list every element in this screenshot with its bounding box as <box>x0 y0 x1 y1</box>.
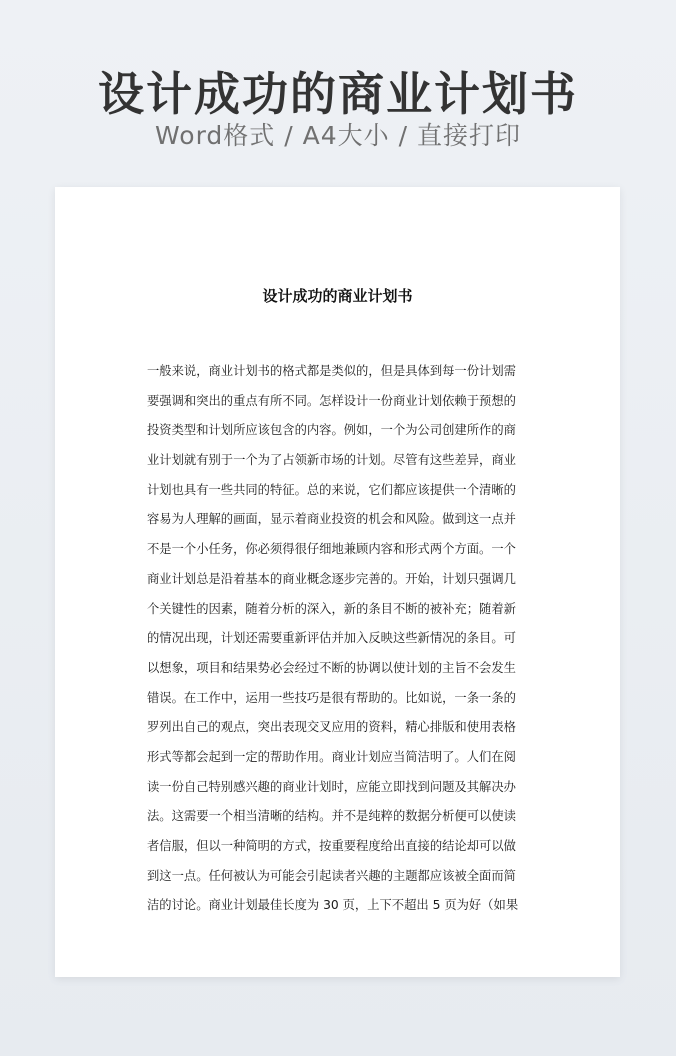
body-line: 不是一个小任务，你必须得很仔细地兼顾内容和形式两个方面。一个 <box>147 542 516 557</box>
body-line: 者信服，但以一种简明的方式，按重要程度给出直接的结论却可以做 <box>147 839 516 853</box>
body-line: 错误。在工作中，运用一些技巧是很有帮助的。比如说，一条一条的 <box>147 690 516 705</box>
body-line: 到这一点。任何被认为可能会引起读者兴趣的主题都应该被全面而简 <box>147 868 516 883</box>
document-title: 设计成功的商业计划书 <box>262 287 413 305</box>
body-line: 计划也具有一些共同的特征。总的来说，它们都应该提供一个清晰的 <box>147 482 516 497</box>
body-line: 罗列出自己的观点，突出表现交叉应用的资料，精心排版和使用表格 <box>147 720 516 735</box>
banner-title: 设计成功的商业计划书 <box>98 67 578 121</box>
body-line: 商业计划总是沿着基本的商业概念逐步完善的。开始，计划只强调几 <box>147 571 516 586</box>
body-line: 法。这需要一个相当清晰的结构。并不是纯粹的数据分析便可以使读 <box>147 809 516 824</box>
body-line: 的情况出现，计划还需要重新评估并加入反映这些新情况的条目。可 <box>147 631 516 646</box>
body-line: 洁的讨论。商业计划最佳长度为 30 页，上下不超出 5 页为好（如果 <box>147 898 519 913</box>
body-line: 以想象，项目和结果势必会经过不断的协调以使计划的主旨不会发生 <box>147 660 516 675</box>
document-page <box>55 187 620 977</box>
body-line: 业计划就有别于一个为了占领新市场的计划。尽管有这些差异，商业 <box>147 453 516 468</box>
banner-subtitle: Word格式 / A4大小 / 直接打印 <box>155 121 521 150</box>
body-line: 形式等都会起到一定的帮助作用。商业计划应当简洁明了。人们在阅 <box>147 749 516 764</box>
body-line: 容易为人理解的画面，显示着商业投资的机会和风险。做到这一点并 <box>147 512 516 527</box>
body-line: 一般来说，商业计划书的格式都是类似的，但是具体到每一份计划需 <box>147 364 516 378</box>
body-line: 要强调和突出的重点有所不同。怎样设计一份商业计划依赖于预想的 <box>147 393 516 408</box>
body-line: 个关键性的因素，随着分析的深入，新的条目不断的被补充；随着新 <box>147 601 516 616</box>
body-line: 读一份自己特别感兴趣的商业计划时，应能立即找到问题及其解决办 <box>147 779 516 794</box>
body-line: 投资类型和计划所应该包含的内容。例如，一个为公司创建所作的商 <box>147 423 516 438</box>
document-body <box>147 357 530 921</box>
